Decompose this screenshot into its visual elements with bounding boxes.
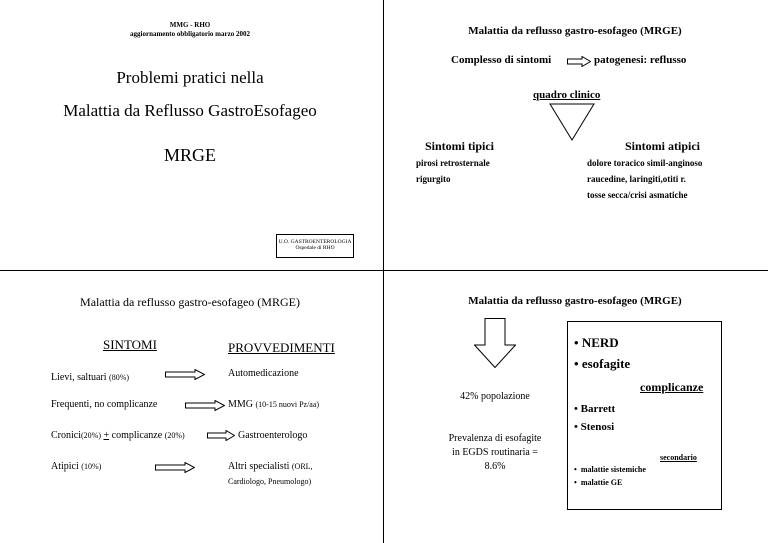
slide2-typical-heading: Sintomi tipici xyxy=(425,139,495,153)
slide1-title-line1: Problemi pratici nella xyxy=(116,68,264,87)
slide3-row1-symptom-note: (80%) xyxy=(109,373,130,382)
slide3-row3-symptom xyxy=(51,430,185,441)
slide4-secondary-item-1-text: malattie sistemiche xyxy=(580,465,646,474)
slide3-row3-plus: + xyxy=(103,430,110,441)
slide4-secondary-item-1 xyxy=(574,465,646,474)
slide4-prevalence-line1: Prevalenza di esofagite xyxy=(448,433,542,444)
slide3-row2-action xyxy=(228,399,319,410)
slide2-atypical-item-3: tosse secca/crisi asmatiche xyxy=(587,190,688,200)
slide3-row4-symptom-text: Atipici xyxy=(51,461,79,472)
slide4-classification-box xyxy=(567,321,722,510)
slide3-row4-action-note: (ORL, xyxy=(291,462,313,471)
slide3-row3-pct2: (20%) xyxy=(164,431,185,440)
slide2-atypical-item-1: dolore toracico simil-anginoso xyxy=(587,158,703,168)
slide3-row4-symptom-note: (10%) xyxy=(81,462,102,471)
slide4-secondary-item-2 xyxy=(574,478,622,487)
slide4-population: 42% popolazione xyxy=(460,391,530,402)
slide3-row3-pct1: (20%) xyxy=(81,431,101,440)
arrow-down-icon xyxy=(474,318,516,368)
slide3-row4-action-note2: Cardiologo, Pneumologo) xyxy=(228,477,312,486)
slide1-footer-line2: Ospedale di RHO xyxy=(295,245,335,251)
slide3-row2-symptom: Frequenti, no complicanze xyxy=(51,399,158,410)
slide1-header-line1: MMG - RHO xyxy=(169,21,211,29)
arrow-right-icon xyxy=(185,400,225,411)
slide4-title: Malattia da reflusso gastro-esofageo (MRGE) xyxy=(468,295,682,307)
slide2-typical-item-2: rigurgito xyxy=(416,174,451,184)
slide2-clinical-label: quadro clinico xyxy=(533,89,601,101)
slide3-row2-action-note: (10-15 nuovi Pz/aa) xyxy=(255,400,320,409)
slide2-atypical-heading: Sintomi atipici xyxy=(625,139,701,153)
slide4-bullet-barrett-text: Barrett xyxy=(580,403,616,415)
slide3-row3-action: Gastroenterologo xyxy=(238,430,308,441)
slide3-col1-heading: SINTOMI xyxy=(103,337,157,352)
slide3-row1-action: Automedicazione xyxy=(228,368,299,379)
slide4-complications-heading: complicanze xyxy=(640,380,704,394)
slide3-row1-symptom xyxy=(51,372,129,383)
slide4-bullet-stenosi-text: Stenosi xyxy=(580,421,615,433)
slide3-row1-symptom-text: Lievi, saltuari xyxy=(51,372,107,383)
slide2-typical-item-1: pirosi retrosternale xyxy=(416,158,490,168)
bullet-icon: • xyxy=(574,421,581,433)
slide3-col2-heading: PROVVEDIMENTI xyxy=(228,340,335,355)
slide2-complex-text: Complesso di sintomi xyxy=(451,54,552,66)
bullet-icon: • xyxy=(574,403,581,415)
slide4-secondary-heading: secondario xyxy=(660,453,697,462)
bullet-icon: • xyxy=(574,478,581,487)
bullet-icon: • xyxy=(574,356,582,371)
slide4-bullet-nerd xyxy=(574,335,619,351)
slide4-bullet-esofagite-text: esofagite xyxy=(581,356,631,371)
slide3-row3-part2: complicanze xyxy=(111,430,163,441)
slide3-row4-symptom xyxy=(51,461,101,472)
slide2-title: Malattia da reflusso gastro-esofageo (MRGE) xyxy=(468,25,682,37)
slide4-bullet-barrett xyxy=(574,403,615,415)
arrow-right-icon xyxy=(207,430,235,441)
bullet-icon: • xyxy=(574,465,581,474)
arrow-right-icon xyxy=(155,462,195,473)
slide4-secondary-item-2-text: malattie GE xyxy=(580,478,623,487)
divider-vertical xyxy=(383,0,384,543)
slide3-row4-action xyxy=(228,461,313,472)
arrow-right-icon xyxy=(165,369,205,380)
slide4-prevalence-line2: in EGDS routinaria = xyxy=(452,447,538,458)
triangle-down-icon xyxy=(549,103,595,141)
divider-horizontal xyxy=(0,270,768,271)
slide2-pathogenesis-text: patogenesi: reflusso xyxy=(594,54,687,66)
slide1-footer-box xyxy=(276,234,354,258)
arrow-right-icon xyxy=(567,56,591,67)
slide4-bullet-nerd-text: NERD xyxy=(581,335,619,350)
slide1-header-line2: aggiornamento obbligatorio marzo 2002 xyxy=(130,30,250,38)
slide3-row4-action-text: Altri specialisti xyxy=(228,461,290,472)
slide4-prevalence-line3: 8.6% xyxy=(484,461,506,472)
slide3-row3-part1: Cronici xyxy=(51,430,81,441)
slide1-footer-line1: U.O. GASTROENTEROLOGIA xyxy=(278,239,352,245)
slide4-bullet-esofagite xyxy=(574,356,630,372)
slide1-title-line2: Malattia da Reflusso GastroEsofageo xyxy=(63,101,317,120)
slide3-title: Malattia da reflusso gastro-esofageo (MRGE) xyxy=(80,295,300,309)
bullet-icon: • xyxy=(574,335,582,350)
slide3-row2-action-text: MMG xyxy=(228,399,254,410)
slide1-acronym: MRGE xyxy=(163,145,216,165)
slide2-atypical-item-2: raucedine, laringiti,otiti r. xyxy=(587,174,686,184)
slide4-bullet-stenosi xyxy=(574,421,614,433)
